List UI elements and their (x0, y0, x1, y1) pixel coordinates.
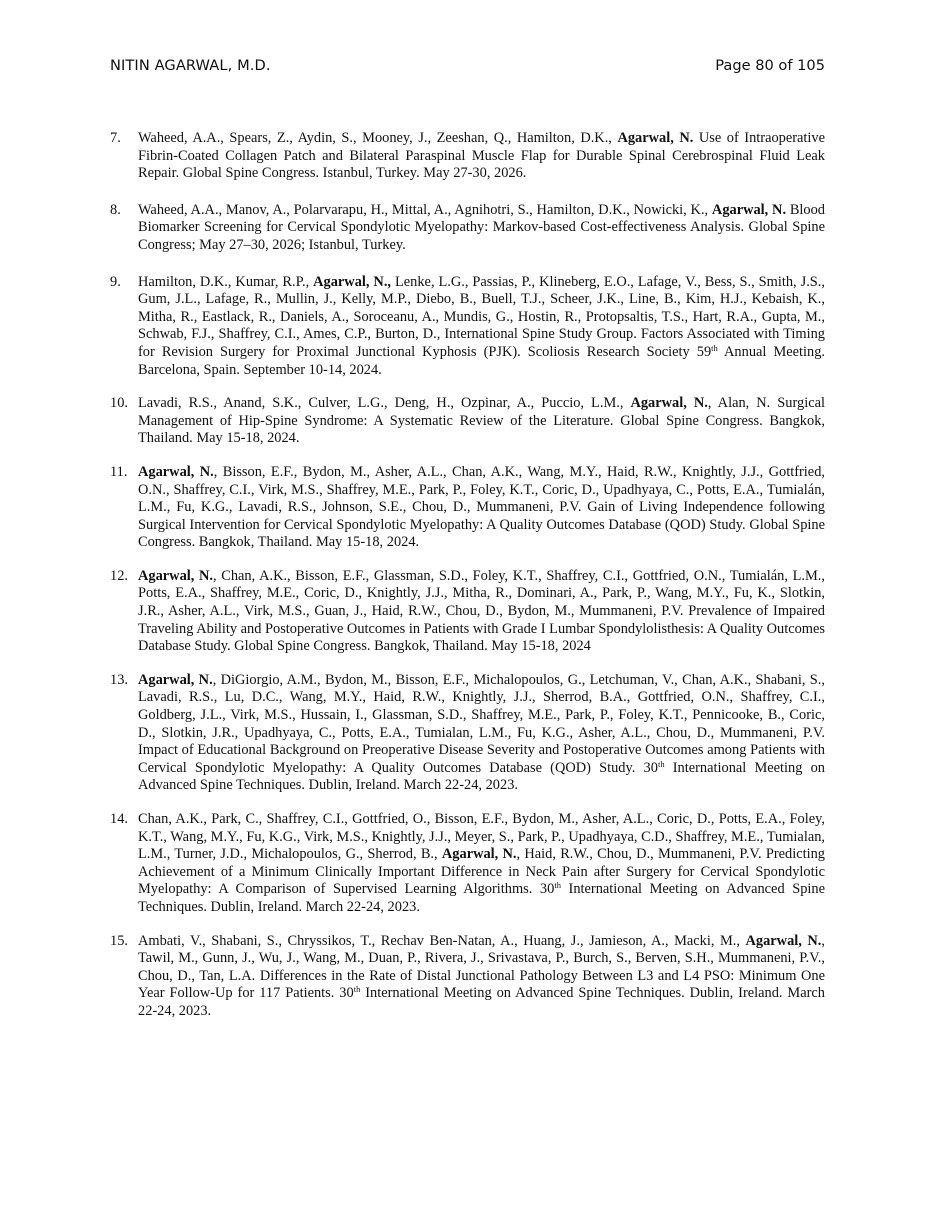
reference-text: Waheed, A.A., Manov, A., Polarvarapu, H., Mittal, A., Agnihotri, S., Hamilton, D.K., Nowicki, K., Agarwal, N. Blood Biomarker Screening for Cervical Spondylotic Myelopathy: Markov-based Cost-effectiveness Analysis. Global Spine Congress; May 27–30, 2026; Istanbul, Turkey. (138, 201, 826, 253)
highlighted-author: Agarwal, N. (745, 932, 822, 949)
reference-item (110, 395, 825, 448)
reference-number: 9. (110, 273, 121, 290)
page-number: Page 80 of 105 (715, 57, 825, 74)
reference-item (110, 202, 825, 255)
highlighted-author: Agarwal, N. (138, 463, 214, 480)
reference-number: 15. (110, 932, 128, 949)
reference-number: 7. (110, 130, 121, 146)
reference-number: 10. (110, 395, 128, 412)
reference-item (110, 274, 825, 380)
reference-item (110, 672, 825, 795)
reference-item (110, 568, 825, 656)
highlighted-author: Agarwal, N. (711, 201, 787, 218)
reference-text: Agarwal, N., Bisson, E.F., Bydon, M., Asher, A.L., Chan, A.K., Wang, M.Y., Haid, R.W., Knightly, J.J., Gottfried, O.N., Shaffrey, C.I., Virk, M.S., Shaffrey, M.E., Park, P., Foley, K.T., Coric, D., Upadhyaya, C., Potts, E.A., Tumialán, L.M., Fu, K.G., Lavadi, R.S., Johnson, S.E., Chou, D., Mummaneni, P.V. Gain of Living Independence following Surgical Intervention for Cervical Spondylotic Myelopathy: A Quality Outcomes Database (QOD) Study. Global Spine Congress. Bangkok, Thailand. May 15-18, 2024. (138, 463, 825, 551)
highlighted-author: Agarwal, N. (138, 671, 213, 688)
reference-text: Agarwal, N., DiGiorgio, A.M., Bydon, M., Bisson, E.F., Michalopoulos, G., Letchuman, V., Chan, A.K., Shabani, S., Lavadi, R.S., Lu, D.C., Wang, M.Y., Haid, R.W., Knightly, J.J., Sherrod, B.A., Gottfried, O.N., Shaffrey, C.I., Goldberg, J.L., Virk, M.S., Hussain, I., Glassman, S.D., Shaffrey, M.E., Park, P., Foley, K.T., Pennicooke, B., Coric, D., Slotkin, J.R., Upadhyaya, C., Potts, E.A., Tumialan, L.M., Fu, K.G., Asher, A.L., Chou, D., Mummaneni, P.V. Impact of Educational Background on Preoperative Disease Severity and Postoperative Outcomes among Patients with Cervical Spondylotic Myelopathy: A Quality Outcomes Database (QOD) Study. 30th International Meeting on Advanced Spine Techniques. Dublin, Ireland. March 22-24, 2023. (138, 671, 825, 794)
page-header (110, 57, 825, 77)
reference-item (110, 464, 825, 552)
reference-number: 14. (110, 811, 128, 827)
reference-number: 11. (110, 463, 128, 480)
reference-item (110, 811, 825, 917)
highlighted-author: Agarwal, N., (313, 273, 392, 290)
reference-text: Agarwal, N., Chan, A.K., Bisson, E.F., Glassman, S.D., Foley, K.T., Shaffrey, C.I., Gottfried, O.N., Tumialán, L.M., Potts, E.A., Shaffrey, M.E., Coric, D., Knightly, J.J., Mitha, R., Dominari, A., Park, P., Wang, M.Y., Fu, K., Slotkin, J.R., Asher, A.L., Virk, M.S., Guan, J., Haid, R.W., Chou, D., Bydon, M., Mummaneni, P.V. Prevalence of Impaired Traveling Ability and Postoperative Outcomes in Patients with Grade I Lumbar Spondylolisthesis: A Quality Outcomes Database Study. Global Spine Congress. Bangkok, Thailand. May 15-18, 2024 (138, 567, 825, 655)
reference-text: Waheed, A.A., Spears, Z., Aydin, S., Mooney, J., Zeeshan, Q., Hamilton, D.K., Agarwal, N. Use of Intraoperative Fibrin-Coated Collagen Patch and Bilateral Paraspinal Muscle Flap for Durable Spinal Cerebrospinal Fluid Leak Repair. Global Spine Congress. Istanbul, Turkey. May 27-30, 2026. (138, 130, 825, 182)
reference-list (110, 130, 825, 1021)
highlighted-author: Agarwal, N. (441, 846, 517, 863)
reference-text: Lavadi, R.S., Anand, S.K., Culver, L.G., Deng, H., Ozpinar, A., Puccio, L.M., Agarwal, N., Alan, N. Surgical Management of Hip-Spine Syndrome: A Systematic Review of the Literature. Global Spine Congress. Bangkok, Thailand. May 15-18, 2024. (138, 395, 825, 447)
reference-text: Ambati, V., Shabani, S., Chryssikos, T., Rechav Ben-Natan, A., Huang, J., Jamieson, A., Macki, M., Agarwal, N., Tawil, M., Gunn, J., Wu, J., Wang, M., Duan, P., Rivera, J., Srivastava, P., Burch, S., Berven, S.H., Mummaneni, P.V., Chou, D., Tan, L.A. Differences in the Rate of Distal Junctional Pathology Between L3 and L4 PSO: Minimum One Year Follow-Up for 117 Patients. 30th International Meeting on Advanced Spine Techniques. Dublin, Ireland. March 22-24, 2023. (138, 932, 825, 1019)
reference-item (110, 933, 825, 1021)
reference-text: Chan, A.K., Park, C., Shaffrey, C.I., Gottfried, O., Bisson, E.F., Bydon, M., Asher, A.L., Coric, D., Potts, E.A., Foley, K.T., Wang, M.Y., Fu, K.G., Virk, M.S., Knightly, J.J., Meyer, S., Park, P., Upadhyaya, C.D., Shaffrey, M.E., Tumialan, L.M., Turner, J.D., Michalopoulos, G., Sherrod, B., Agarwal, N., Haid, R.W., Chou, D., Mummaneni, P.V. Predicting Achievement of a Minimum Clinically Important Difference in Neck Pain after Surgery for Cervical Spondylotic Myelopathy: A Comparison of Supervised Learning Algorithms. 30th International Meeting on Advanced Spine Techniques. Dublin, Ireland. March 22-24, 2023. (138, 811, 825, 915)
reference-number: 12. (110, 567, 128, 584)
reference-number: 8. (110, 201, 121, 218)
highlighted-author: Agarwal, N. (617, 130, 694, 146)
reference-item (110, 130, 825, 183)
highlighted-author: Agarwal, N. (630, 395, 708, 412)
reference-text: Hamilton, D.K., Kumar, R.P., Agarwal, N., Lenke, L.G., Passias, P., Klineberg, E.O., Lafage, V., Bess, S., Smith, J.S., Gum, J.L., Lafage, R., Mullin, J., Kelly, M.P., Diebo, B., Buell, T.J., Scheer, J.K., Line, B., Kim, H.J., Kebaish, K., Mitha, R., Eastlack, R., Daniels, A., Soroceanu, A., Mundis, G., Hostin, R., Protopsaltis, T.S., Hart, R.A., Gupta, M., Schwab, F.J., Shaffrey, C.I., Ames, C.P., Burton, D., International Spine Study Group. Factors Associated with Timing for Revision Surgery for Proximal Junctional Kyphosis (PJK). Scoliosis Research Society 59th Annual Meeting. Barcelona, Spain. September 10-14, 2024. (138, 273, 825, 378)
highlighted-author: Agarwal, N. (138, 567, 213, 584)
author-name: NITIN AGARWAL, M.D. (110, 57, 271, 74)
reference-number: 13. (110, 671, 128, 688)
